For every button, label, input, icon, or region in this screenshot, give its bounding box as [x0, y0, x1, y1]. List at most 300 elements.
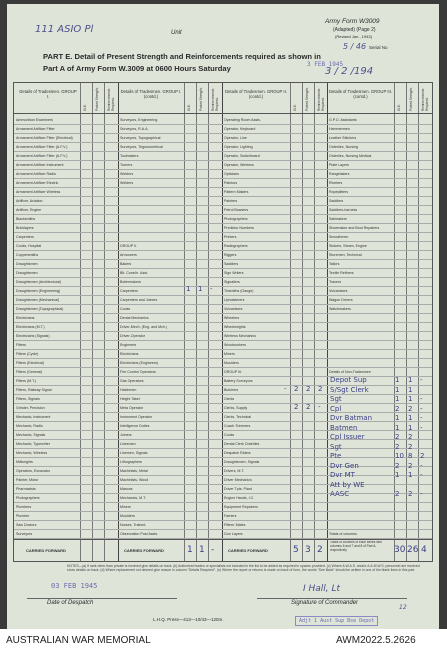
trade-label: Artificer, Aviation: [16, 199, 43, 203]
trade-label: Observation Post Assts.: [120, 532, 159, 536]
serial-no: 5 / 46: [343, 42, 367, 51]
trade-label: Armourers: [120, 253, 137, 257]
trade-label: Draughtsmen: [16, 262, 38, 266]
despatch-line: [27, 598, 177, 599]
entry-posted: 1: [198, 285, 203, 293]
trade-label: G.P.O. Assistants: [329, 118, 357, 122]
nontrade-req: -: [420, 471, 423, 479]
subhdr-we: W.E.: [293, 104, 297, 111]
total-col2-we: 1: [187, 545, 193, 555]
subhdr-posted: Posted Strength.: [95, 87, 99, 111]
trade-label: Saddlers-harness: [329, 208, 358, 212]
trade-label: Clerks, Supply: [224, 406, 248, 410]
trade-label: Driver Mechanics: [224, 478, 252, 482]
trade-label: Armament Artificer Fitter (A.F.V.): [16, 154, 68, 158]
nontrade-posted: 2: [408, 490, 413, 498]
entry-we: 2: [294, 385, 299, 393]
nontrade-label: Depot Sup: [330, 376, 367, 384]
form-adapted: (Adapted) (Page 2): [333, 27, 376, 33]
col-header-group1-contd: Details of Tradesmen. GROUP I. (contd.): [120, 89, 182, 99]
trade-label: Electricians: [120, 352, 139, 356]
trade-label: Wheelers: [224, 316, 240, 320]
row-rule: [14, 277, 432, 278]
trade-label: Armament Artificer Instrument: [16, 163, 64, 167]
trade-label: Operator, Line: [224, 136, 247, 140]
date-handwritten: 3 / 2 /194: [325, 66, 374, 77]
trade-label: Cooks: [120, 307, 131, 311]
nontrade-req: -: [420, 490, 423, 498]
row-rule: [14, 169, 432, 170]
trade-label: Printers: [224, 235, 237, 239]
page-number: 12: [399, 604, 407, 611]
trade-label: Electricians (Signals): [16, 334, 50, 338]
trade-label: Plate Layers: [329, 163, 349, 167]
form-sheet: [7, 4, 439, 629]
row-rule: [14, 304, 432, 305]
entry-we: 1: [186, 285, 191, 293]
total-col2-posted: 1: [199, 545, 205, 555]
row-rule: [14, 394, 432, 395]
row-rule: [14, 322, 432, 323]
trade-label: Drivers, M.T.: [224, 469, 245, 473]
trade-label: Stokers, Steam, Engine: [329, 244, 367, 248]
trade-label: Gun Layers: [224, 532, 243, 536]
row-rule: [14, 205, 432, 206]
trade-label: Armament Artificer Wireless: [16, 190, 61, 194]
trade-label: Fitters' Mates: [224, 523, 246, 527]
trade-label: Artificer, Engine: [16, 208, 42, 212]
nontrade-posted: 1: [408, 385, 413, 394]
trade-label: Operator, Lighting: [224, 145, 253, 149]
trade-label: Ammunition Examiners: [16, 118, 53, 122]
trade-label: Carpenters and Joiners: [120, 298, 158, 302]
col-header-group1: Details of Tradesmen. GROUP I.: [19, 89, 77, 99]
row-rule: [14, 286, 432, 287]
trade-label: Pattern Makers: [224, 190, 249, 194]
trade-label: Farriers: [224, 514, 237, 518]
form-title: Army Form W3009: [325, 18, 380, 25]
row-rule: [14, 358, 432, 359]
nontrade-posted: 2: [408, 433, 413, 441]
total-col2-req: -: [211, 545, 215, 555]
trade-label: Welders: [120, 172, 134, 176]
entry-prefix: -: [284, 385, 287, 393]
trade-label: Predictor Numbers: [224, 226, 254, 230]
trade-label: Nurses, Trained: [120, 523, 146, 527]
subhdr-we: W.E.: [397, 104, 401, 111]
entry-req: -: [210, 285, 213, 293]
trade-label: Clerks, Technical: [224, 415, 252, 419]
trade-label: Orderlies, Nursing Medical: [329, 154, 372, 158]
row-rule: [14, 214, 432, 215]
trade-label: Surveyors: [16, 532, 33, 536]
trade-label: Storemen, Technical: [329, 253, 362, 257]
trade-label: Signallers: [224, 280, 240, 284]
trade-label: Grinder, Precision: [16, 406, 45, 410]
trade-label: Cooks: [224, 433, 235, 437]
row-rule: [14, 475, 432, 476]
row-rule: [14, 313, 432, 314]
trade-label: Wagon Drivers: [329, 298, 353, 302]
serial-label: Serial No: [369, 45, 388, 50]
subhdr-posted: Posted Strength.: [409, 87, 413, 111]
entry-we: 2: [294, 403, 299, 411]
nontrade-label: Sgt: [330, 395, 342, 403]
row-rule: [14, 151, 432, 152]
trade-label: Turners: [120, 163, 133, 167]
trade-label: Draughtsmen (Architectural): [16, 280, 61, 284]
row-rule: [14, 466, 432, 467]
nontrade-we: 1: [395, 414, 400, 422]
trade-label: Wheelwrights: [224, 325, 246, 329]
nontrade-we: 2: [395, 442, 400, 451]
trade-label: Petrol Bowsers: [224, 208, 249, 212]
row-rule: [14, 124, 432, 125]
row-rule: [14, 295, 432, 296]
col-header-group3-contd: Details of Tradesmen. GROUP III. (contd.): [329, 89, 392, 99]
trade-label: Driver-Mech. (Eng. and Mch.): [120, 325, 168, 329]
subhdr-required: Reinforcements Required.: [107, 88, 115, 111]
nontrade-we: 1: [395, 395, 400, 403]
row-rule: [14, 439, 432, 440]
row-rule: [14, 187, 432, 188]
row-rule: [14, 376, 432, 377]
col-header-group2-contd: Details of Tradesmen. GROUP II. (contd.): [225, 89, 287, 99]
trade-label: Details of Non-Tradesmen: [329, 370, 371, 374]
carried-forward-label: CARRIED FORWARD: [26, 549, 66, 553]
subhdr-we: W.E.: [83, 104, 87, 111]
row-rule: [14, 493, 432, 494]
trade-label: Mechanic, Radio: [16, 424, 43, 428]
trade-label: Driver-Operator: [120, 334, 145, 338]
trade-label: Meta Operator: [120, 406, 144, 410]
part-title-line2: Part A of Army Form W.3009 at 0600 Hours Saturday: [43, 64, 231, 73]
nontrade-posted: 1: [408, 395, 413, 403]
trade-label: Carpenters: [16, 235, 34, 239]
row-rule: [14, 178, 432, 179]
total-col3-req: 2: [317, 545, 323, 555]
despatch-label: Date of Despatch: [47, 600, 94, 606]
subhdr-required: Reinforcements Required.: [317, 88, 325, 111]
trade-label: Lithographers: [120, 460, 142, 464]
trade-label: Tinsmiths (Gauge): [224, 289, 254, 293]
strength-table: [13, 82, 433, 562]
trade-label: Textile Refiners: [329, 271, 354, 275]
trade-label: Coppersmiths: [16, 253, 39, 257]
row-rule: [14, 223, 432, 224]
trade-label: Cooks, Hospital: [16, 244, 42, 248]
nontrade-req: -: [420, 423, 423, 432]
row-rule: [14, 241, 432, 242]
trade-label: Despatch Riders: [224, 451, 251, 455]
total-col4-posted: 26: [407, 545, 419, 555]
trade-label: Engineers: [120, 343, 137, 347]
nontrade-posted: 2: [408, 404, 413, 413]
nontrade-we: 1: [395, 385, 400, 394]
row-rule: [14, 250, 432, 251]
trade-label: Fitters, Signals: [16, 397, 40, 401]
row-rule: [14, 268, 432, 269]
trade-label: Surveyors, Engineering: [120, 118, 158, 122]
trade-label: GROUP III.: [224, 370, 243, 374]
trade-label: Mechanic, Signals: [16, 433, 46, 437]
nontrade-we: 1: [395, 423, 400, 432]
row-rule: [14, 457, 432, 458]
trade-label: Moulders: [224, 361, 239, 365]
row-rule: [14, 142, 432, 143]
trade-label: Fitters (M.T.): [16, 379, 37, 383]
trade-label: Operating Room Assts.: [224, 118, 261, 122]
nontrade-label: Cpl Issuer: [330, 433, 365, 441]
trade-label: Armament Artificer Fitter: [16, 127, 55, 131]
trade-label: Operator, Switchboard: [224, 154, 260, 158]
trade-label: Radiographers: [224, 244, 248, 248]
nontrade-posted: 2: [408, 442, 413, 451]
row-rule: [14, 448, 432, 449]
trade-label: Saddlers: [329, 199, 344, 203]
trade-label: Draughtsmen (Topographical): [16, 307, 64, 311]
trade-label: Photographers: [16, 496, 40, 500]
trade-label: Draughtsmen, Signals: [224, 460, 260, 464]
signature-line: [257, 598, 407, 599]
trade-label: Bricklayers: [16, 226, 34, 230]
trade-label: Saw Doctors: [16, 523, 37, 527]
trade-label: Upholsterers: [224, 298, 245, 302]
entry-posted: 2: [306, 385, 311, 393]
trade-label: Tailors: [329, 262, 340, 266]
trade-label: Electricians (M.T.): [16, 325, 45, 329]
nontrade-label: Cpl: [330, 404, 342, 413]
unit-label: Unit: [171, 30, 182, 36]
row-rule: [14, 502, 432, 503]
trade-label: Butchers: [224, 388, 239, 392]
trade-label: Instrument Operator: [120, 415, 153, 419]
trade-label: Saddlers: [224, 262, 239, 266]
trade-label: Draughtsmen (Engineering): [16, 289, 61, 293]
trade-label: Armament Artificer Electric: [16, 181, 59, 185]
trade-label: Surveyors, Trigonometrical: [120, 145, 163, 149]
trade-label: Operator, Keyboard: [224, 127, 256, 131]
nontrade-we: 1: [395, 471, 400, 479]
notes: NOTES—(a) If rank other than private is involved give details on back. (b) Authorized trades or specialists not included in the list to be added as required in spaces provided. (c) Where A.W.A.S. and/or A.A.M.W.S. personnel are involved show details on back. (d) Where replacement not desired give reason in column "Details Required". (e) Where the report or returns is made on back of form, the words "See Back" should be written in one of the blank lines in this part.: [67, 564, 420, 573]
nontrade-posted: 1: [408, 376, 413, 384]
row-rule: [14, 511, 432, 512]
trade-label: Blacksmiths: [16, 217, 36, 221]
trade-label: Electricians (Engineers): [120, 361, 158, 365]
caption-left: AUSTRALIAN WAR MEMORIAL: [6, 635, 151, 646]
trade-label: Plumbers: [16, 505, 32, 509]
trade-label: Watchmakers: [329, 307, 351, 311]
trade-label: Carpenters: [120, 289, 138, 293]
trade-label: Battery Surveyors: [224, 379, 253, 383]
nontrade-posted: 1: [408, 423, 413, 432]
trade-label: Fitters (Electrical): [16, 361, 44, 365]
trade-label: Plumber: [16, 514, 30, 518]
trade-label: Draughtsmen: [16, 271, 38, 275]
row-rule: [14, 529, 432, 530]
row-rule: [14, 133, 432, 134]
trade-label: Blt. Const'n. Asst.: [120, 271, 149, 275]
trade-label: Gas Operators: [120, 379, 144, 383]
signature-stamp: Adjt 1 Aust Sup Bse Depot: [295, 616, 378, 626]
trade-label: Paintors: [224, 181, 238, 185]
trade-label: Dental Clerk Orderlies: [224, 442, 260, 446]
trade-label: Fire Control Operators: [120, 370, 156, 374]
trade-label: Painter, Motor: [16, 478, 39, 482]
entry-req: 2: [318, 385, 323, 393]
trade-label: Hatchmen: [120, 388, 137, 392]
trade-label: Linemen, Signals: [120, 451, 148, 455]
signature-handwritten: I Hall, Lt: [303, 584, 341, 594]
row-rule: [14, 232, 432, 233]
nontrade-we: 2: [395, 433, 400, 441]
trade-label: Armament Artificer Radio: [16, 172, 56, 176]
printer-line: L.H.Q. Press—413—10/43—120m.: [153, 617, 224, 622]
nontrade-we: 2: [395, 404, 400, 413]
subhdr-posted: Posted Strength.: [199, 87, 203, 111]
total-col3-we: 5: [293, 545, 299, 555]
trade-label: Rangetakers: [329, 172, 350, 176]
row-rule: [14, 259, 432, 260]
trade-label: Mechanic, Instrument: [16, 415, 51, 419]
subhdr-we: W.E.: [187, 104, 191, 111]
subhdr-required: Reinforcements Required.: [421, 88, 429, 111]
trade-label: Riggers: [224, 253, 237, 257]
row-rule: [14, 196, 432, 197]
nontrade-label: Pte: [330, 452, 342, 460]
nontrade-posted: 1: [408, 414, 413, 422]
trade-label: Driver Tpts. Plant: [224, 487, 252, 491]
signature-label: Signature of Commander: [291, 600, 359, 606]
nontrade-label: Batmen: [330, 423, 358, 432]
trade-label: Coach Trimmers: [224, 424, 251, 428]
trade-label: Engine Hands, I.C.: [224, 496, 255, 500]
trade-label: Electricians: [16, 316, 35, 320]
trade-label: Wireless Mechanics: [224, 334, 256, 338]
trade-label: Draughtsmen (Mechanical): [16, 298, 60, 302]
trade-label: Bakers: [120, 262, 132, 266]
trade-label: Tracers: [329, 280, 342, 284]
caption-right: AWM2022.5.2626: [336, 635, 416, 646]
total-col4-we: 30: [394, 545, 406, 555]
nontrade-label: Dvr Batman: [330, 414, 373, 422]
trade-label: Vulcanisers: [224, 307, 243, 311]
trade-label: Welders: [120, 181, 134, 185]
nontrade-we: 2: [395, 490, 400, 498]
row-rule: [14, 520, 432, 521]
trade-label: Boilermakers: [120, 280, 141, 284]
trade-label: Moulders: [120, 514, 135, 518]
trade-label: Pharmacists: [16, 487, 36, 491]
form-revised: (Revised Jan., 1943): [335, 34, 372, 39]
nontrade-req: -: [420, 395, 423, 403]
nontrade-label: Sgt: [330, 442, 342, 451]
carried-forward-label: CARRIED FORWARD: [228, 549, 268, 553]
trade-label: Height Taker: [120, 397, 141, 401]
trade-label: Operator, Wireless: [224, 163, 254, 167]
nontrade-req: -: [420, 414, 423, 422]
trade-label: Opticians: [224, 172, 239, 176]
nontrade-posted: 1: [408, 471, 413, 479]
row-rule: [14, 367, 432, 368]
trade-label: Miners: [224, 352, 235, 356]
trade-label: Vulcanisers: [329, 289, 348, 293]
row-rule: [14, 412, 432, 413]
trade-label: Fitters (General): [16, 370, 43, 374]
row-rule: [14, 403, 432, 404]
nontrade-we: 1: [395, 376, 400, 384]
trade-label: Fitters: [16, 343, 26, 347]
trade-label: Mechanics, M.T.: [120, 496, 146, 500]
trade-label: Leather Stitchers: [329, 136, 357, 140]
trade-label: Armament Artificer Fitter (A.F.V.): [16, 145, 68, 149]
trade-label: Miners: [120, 505, 131, 509]
row-rule: [14, 340, 432, 341]
despatch-stamp: 03 FEB 1945: [51, 582, 98, 590]
nontrade-label: AASC: [330, 490, 350, 498]
trade-label: Surveyors, Topographical: [120, 136, 161, 140]
trade-label: Fitters (Cycle): [16, 352, 39, 356]
nontrade-label: S/Sgt Clerk: [330, 385, 369, 394]
trade-label: Fitters, Railway Signal: [16, 388, 52, 392]
nontrade-posted: 2: [408, 461, 413, 470]
row-rule: [14, 331, 432, 332]
entry-req: -: [318, 403, 321, 411]
subhdr-posted: Posted Strength.: [305, 87, 309, 111]
trade-label: Sailmakers: [329, 217, 347, 221]
nontrade-we: 2: [395, 461, 400, 470]
nontrade-posted: 8: [408, 452, 413, 460]
part-title-line1: PART E. Detail of Present Strength and Reinforcements required as shown in: [43, 52, 321, 61]
trade-label: Masons: [120, 487, 133, 491]
row-rule: [14, 160, 432, 161]
trade-label: Machinists, Metal: [120, 469, 148, 473]
trade-label: Hammermen: [329, 127, 350, 131]
carried-forward-label: CARRIED FORWARD: [124, 549, 164, 553]
trade-label: Smoothmen: [329, 235, 349, 239]
nontrade-req: -: [420, 404, 423, 413]
row-rule: [14, 484, 432, 485]
trade-label: Dental Mechanics: [120, 316, 149, 320]
trade-label: Linesmen: [120, 442, 136, 446]
trade-label: Operators, Excavator: [16, 469, 50, 473]
nontrade-label: Att by WE: [330, 480, 365, 489]
total-col4-req: 4: [421, 545, 427, 555]
trade-label: Totals of columns: [329, 532, 357, 536]
row-rule: [14, 349, 432, 350]
row-rule: [14, 430, 432, 431]
trade-label: Armament Artificer Fitter (Electrical): [16, 136, 73, 140]
trade-label: Woodworkers: [224, 343, 246, 347]
trade-label: Orderlies, Nursing: [329, 145, 358, 149]
trade-label: Painters: [224, 199, 238, 203]
unit-handwritten: 111 ASIO Pl: [35, 24, 94, 35]
trade-label: Shoemaker and Boot Repairers: [329, 226, 380, 230]
nontrade-label: Dvr MT: [330, 471, 355, 479]
trade-label: Toolmakers: [120, 154, 139, 158]
trade-label: Joiners: [120, 433, 132, 437]
trade-label: Equipment Repairers: [224, 505, 258, 509]
nontrade-label: Dvr Gen: [330, 461, 359, 470]
trade-label: Riveters: [329, 181, 343, 185]
caption-bar: [0, 629, 447, 653]
trade-label: Mechanic, Wireless: [16, 451, 48, 455]
trade-label: Photographers: [224, 217, 248, 221]
subhdr-required: Reinforcements Required.: [211, 88, 219, 111]
nontrade-req: -: [420, 376, 423, 384]
trade-label: Mechanic, Typewriter: [16, 442, 50, 446]
nontrade-req: 2: [420, 452, 425, 460]
